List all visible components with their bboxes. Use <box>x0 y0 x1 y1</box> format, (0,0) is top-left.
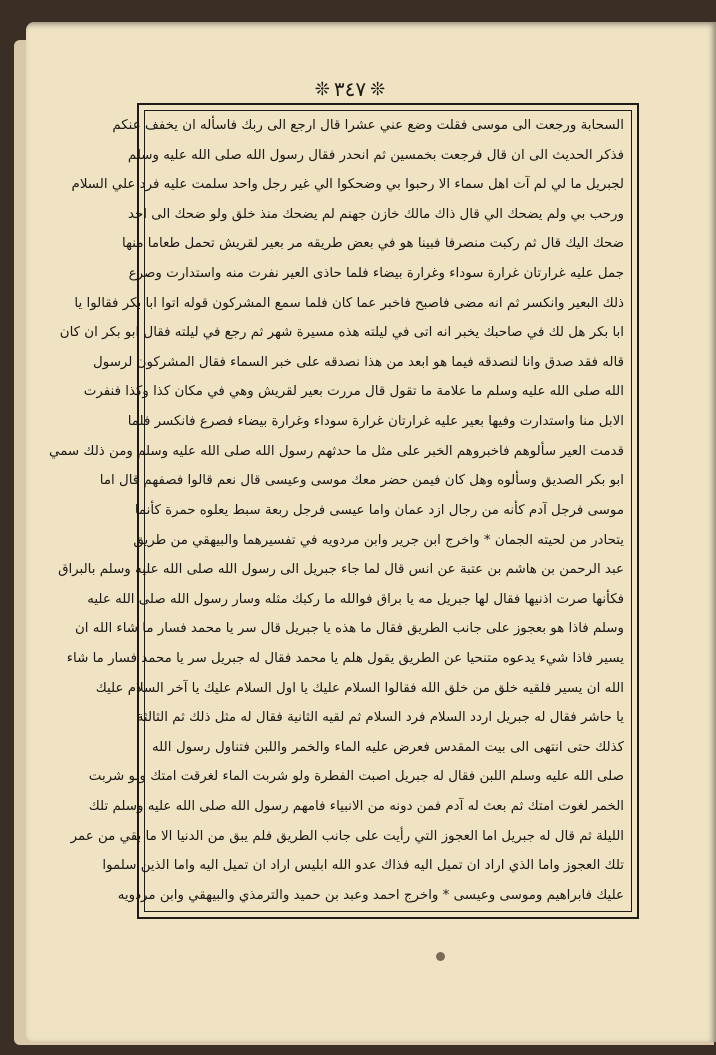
text-line: ذلك البعير وانكسر ثم انه مضى فاصبح فاخبر عما كان فلما سمع المشركون قوله اتوا ابا بكر فقالوا يا <box>74 295 624 311</box>
text-line: الخمر لغوت امتك ثم بعث له آدم فمن دونه من الانبياء فامهم رسول الله صلى الله عليه وسلم تلك <box>88 799 624 815</box>
text-line: قدمت العير سألوهم فاخبروهم الخبر على مثل ما حدثهم رسول الله صلى الله عليه وسلم ومن ذلك سمي <box>49 443 624 459</box>
text-block <box>49 112 626 912</box>
text-line: لجبريل ما لي لم آت اهل سماء الا رحبوا بي وضحكوا الي غير رجل واحد سلمت عليه فرد علي السلام <box>71 177 624 193</box>
text-line: ورحب بي ولم يضحك الي قال ذاك مالك خازن جهنم لم يضحك منذ خلق ولو ضحك الى احد <box>127 206 624 222</box>
text-line: فكأنها صرت اذنيها فقال لها جبريل مه يا براق فوالله ما ركبك مثله وسار رسول الله صلى الله عليه <box>87 591 624 607</box>
text-line: الليلة ثم قال له جبريل اما العجوز التي رأيت على جانب الطريق فلم يبق من الدنيا الا ما بقي من عمر <box>70 828 624 844</box>
text-line: قاله فقد صدق وانا لنصدقه فيما هو ابعد من هذا نصدقه على خبر السماء فقال المشركون لرسول <box>93 354 624 370</box>
text-line: يتحادر من لحيته الجمان * واخرج ابن جرير وابن مردويه في تفسيرهما والبيهقي من طريق <box>133 532 624 548</box>
text-line: الله صلى الله عليه وسلم ما علامة ما تقول قال مررت بعير لقريش وهي في مكان كذا وكذا فنفرت <box>83 384 624 400</box>
text-line: ابو بكر الصديق وسألوه وهل كان فيمن حضر معك موسى وعيسى قال نعم قالوا فصفهم قال اما <box>99 473 624 489</box>
page-number-header <box>305 74 395 104</box>
text-line: الابل منا واستدارت وفيها بعير عليه غرارتان غرارة سوداء وغرارة بيضاء فصرع فانكسر فلما <box>127 414 624 430</box>
text-line: الله ان يسير فلقيه خلق من خلق الله فقالوا السلام عليك يا اول السلام عليك يا آخر السلام عليك <box>95 680 624 696</box>
left-ornament-icon: ❊ <box>314 78 330 100</box>
text-line: عليك فابراهيم وموسى وعيسى * واخرج احمد وعبد بن حميد والترمذي والبيهقي وابن مردويه <box>117 887 624 903</box>
page-number: ٣٤٧ <box>333 77 367 101</box>
text-line: جمل عليه غرارتان غرارة سوداء وغرارة بيضاء فلما حاذى العير نفرت منه واستدارت وصرع <box>128 266 624 282</box>
text-line: يسير فاذا شيء يدعوه متنحيا عن الطريق يقول هلم يا محمد فقال له جبريل سر يا محمد فسار ما شاء <box>66 650 624 666</box>
text-line: صلى الله عليه وسلم اللبن فقال له جبريل اصبت الفطرة ولو شربت الماء لغرقت امتك ولو شربت <box>88 769 624 785</box>
text-line: السحابة ورجعت الى موسى فقلت وضع عني عشرا قال ارجع الى ربك فاسأله ان يخفف عنكم <box>112 118 624 133</box>
text-line: موسى فرجل آدم كأنه من رجال ازد عمان واما عيسى فرجل ربعة سبط يعلوه حمرة كأنما <box>134 502 624 518</box>
text-line: ضحك اليك قال ثم ركبت منصرفا فبينا هو في بعض طريقه مر بعير لقريش تحمل طعاما منها <box>122 236 624 252</box>
text-line: ابا بكر هل لك في صاحبك يخبر انه اتى في ليلته هذه مسيرة شهر ثم رجع في ليلته فقال ابو بكر ان كان <box>59 325 624 341</box>
text-line: وسلم فاذا هو بعجوز على جانب الطريق فقال ما هذه يا جبريل قال سر يا محمد فسار ما شاء الله ان <box>74 621 624 637</box>
text-line: تلك العجوز واما الذي اراد ان تميل اليه فذاك عدو الله ابليس اراد ان تميل اليه واما الذين سلموا <box>102 858 624 874</box>
text-line: كذلك حتى انتهى الى بيت المقدس فعرض عليه الماء والخمر واللبن فتناول رسول الله <box>152 739 624 755</box>
text-line: يا حاشر فقال له جبريل اردد السلام فرد السلام ثم لقيه الثانية فقال له مثل ذلك ثم الثالثة <box>136 710 624 726</box>
paper-stain <box>436 952 445 961</box>
text-line: عبد الرحمن بن هاشم بن عتبة عن انس قال لما جاء جبريل الى رسول الله صلى الله عليه وسلم بالبراق <box>58 562 624 578</box>
text-line: فذكر الحديث الى ان قال فرجعت بخمسين ثم انحدر فقال رسول الله صلى الله عليه وسلم <box>127 147 624 163</box>
right-ornament-icon: ❊ <box>370 78 386 100</box>
